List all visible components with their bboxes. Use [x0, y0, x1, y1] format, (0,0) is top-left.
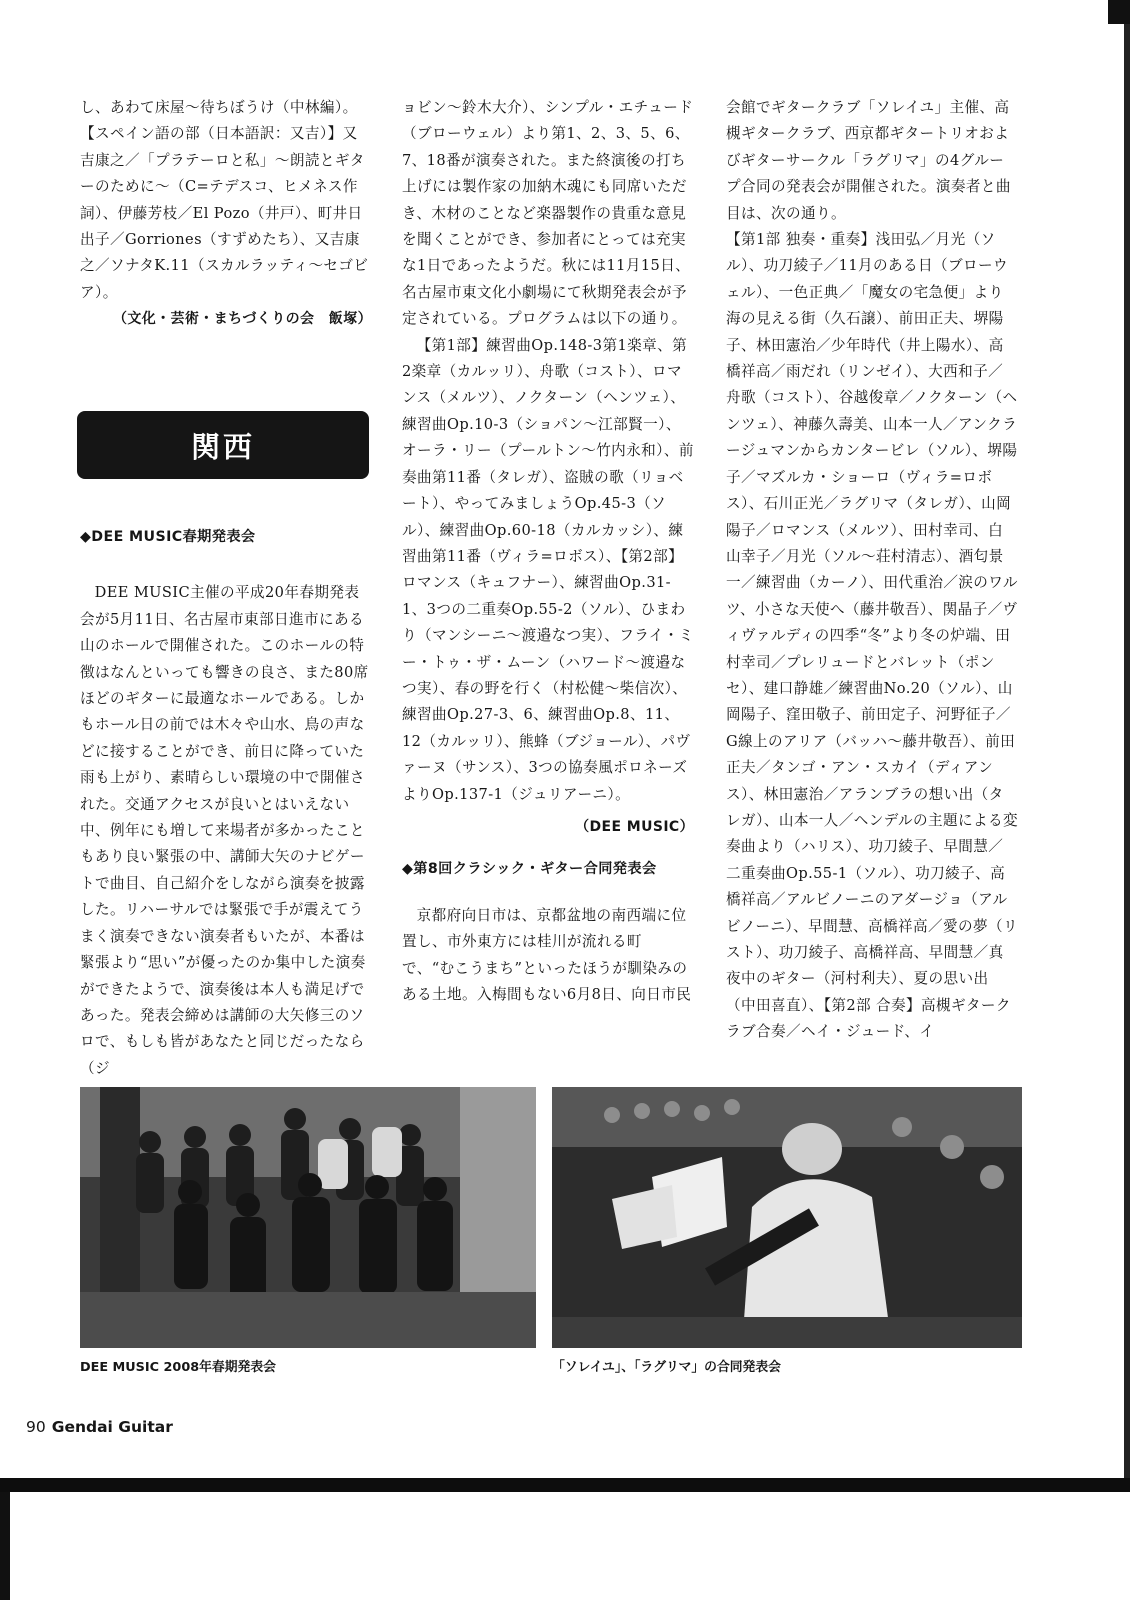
- article1-body: DEE MUSIC主催の平成20年春期発表会が5月11日、名古屋市東部日進市にある山のホールで開催された。このホールの特徴はなんといっても響きの良さ、また80席ほどのギターに最適なホールである。しかもホール日の前では木々や山水、鳥の声などに接することができ、前日に降っていた雨も上がり、素晴らしい環境の中で開催された。交通アクセスが良いとはいえない中、例年にも増して来場者が多かったこともあり良い緊張の中、講師大矢のナビゲートで曲目、自己紹介をしながら演奏を披露した。リハーサルでは緊張で手が震えてうまく演奏できない演奏者もいたが、本番は緊張より“思い”が優ったのか集中した演奏ができたようで、演奏後は本人も満足げであった。発表会締めは講師の大矢修三のソロで、もしも皆があなたと同じだったなら（ジ: [80, 584, 369, 1077]
- region-heading: 関西: [77, 411, 369, 479]
- article1-title: ◆DEE MUSIC春期発表会: [80, 529, 256, 545]
- page-number: 90: [26, 1418, 46, 1436]
- concert-photo-illustration: [552, 1087, 1022, 1348]
- col2-para2: 【第1部】練習曲Op.148-3第1楽章、第2楽章（カルッリ）、舟歌（コスト）、ロマンス（メルツ）、ノクターン（ヘンツェ）、練習曲Op.10-3（ショパン〜江部賢一）、オーラ・リー（プールトン〜竹内永和）、前奏曲第11番（タレガ）、盗賊の歌（リョベート）、やってみましょうOp.45-3（ソル）、練習曲Op.60-18（カルカッシ）、練習曲第11番（ヴィラ=ロボス）、【第2部】ロマンス（キュフナー）、練習曲Op.31-1、3つの二重奏Op.55-2（ソル）、ひまわり（マンシーニ〜渡邉なつ実）、フライ・ミー・トゥ・ザ・ムーン（ハワード〜渡邉なつ実）、春の野を行く（村松健〜柴信次）、練習曲Op.27-3、6、練習曲Op.8、11、12（カルッリ）、熊蜂（ブジョール）、パヴァーヌ（サンス）、3つの協奏風ポロネーズよりOp.137-1（ジュリアーニ）。: [402, 336, 694, 803]
- col1-intro: し、あわて床屋〜待ちぼうけ（中林編）。【スペイン語の部（日本語訳：又吉）】又吉康之／「プラテーロと私」〜朗読とギターのために〜（C=テデスコ、ヒメネス作詞）、伊藤芳枝／El Pozo（井戸）、町井日出子／Gorriones（すずめたち）、又吉康之／ソナタK.11（スカルラッティ〜セゴビア）。: [80, 99, 369, 301]
- scan-edge-top-right: [1108, 0, 1130, 24]
- photo1-caption: DEE MUSIC 2008年春期発表会: [80, 1360, 276, 1375]
- col2-para1: ョビン〜鈴木大介）、シンプル・エチュード（ブローウェル）より第1、2、3、5、6、7、18番が演奏された。また終演後の打ち上げには製作家の加納木魂にも同席いただき、木材のことなど楽器製作の貴重な意見を聞くことができ、参加者にとっては充実な1日であったようだ。秋には11月15日、名古屋市東文化小劇場にて秋期発表会が予定されている。プログラムは以下の通り。: [402, 99, 694, 328]
- col2-signature: （DEE MUSIC）: [575, 818, 694, 835]
- article1: [80, 524, 372, 1082]
- article2-body: 京都府向日市は、京都盆地の南西端に位置し、市外東方には桂川が流れる町で、“むこうまち”といったほうが馴染みのある土地。入梅間もない6月8日、向日市民: [402, 906, 692, 1003]
- col1-signature: （文化・芸術・まちづくりの会 飯塚）: [112, 311, 372, 328]
- scan-edge-right: [1124, 24, 1130, 1478]
- photo2-caption: 「ソレイユ」、「ラグリマ」の合同発表会: [552, 1360, 781, 1375]
- group-photo-illustration: [80, 1087, 536, 1348]
- photo-dee-music-group: [80, 1087, 536, 1348]
- column-2: [402, 95, 694, 1008]
- column-1: [80, 95, 372, 333]
- column-3: [726, 95, 1018, 1046]
- col3-para2: 【第1部 独奏・重奏】浅田弘／月光（ソル）、功刀綾子／11月のある日（ブローウェル）、一色正典／「魔女の宅急便」より海の見える街（久石譲）、前田正夫、堺陽子、林田憲治／少年時代（井上陽水）、高橋祥高／雨だれ（リンゼイ）、大西和子／舟歌（コスト）、谷越俊章／ノクターン（ヘンツェ）、神藤久壽美、山本一人／アンクラージュマンからカンタービレ（ソル）、堺陽子／マズルカ・ショーロ（ヴィラ=ロボス）、石川正光／ラグリマ（タレガ）、山岡陽子／ロマンス（メルツ）、田村幸司、白山幸子／月光（ソル〜荘村清志）、酒匂景一／練習曲（カーノ）、田代重治／涙のワルツ、小さな天使へ（藤井敬吾）、関晶子／ヴィヴァルディの四季“冬”より冬の炉端、田村幸司／プレリュードとバレット（ポンセ）、建口静雄／練習曲No.20（ソル）、山岡陽子、窪田敬子、前田定子、河野征子／G線上のアリア（バッハ〜藤井敬吾）、前田正夫／タンゴ・アン・スカイ（ディアンス）、林田憲治／アランブラの想い出（タレガ）、山本一人／ヘンデルの主題による変奏曲より（ハリス）、功刀綾子、早間慧／二重奏曲Op.55-1（ソル）、功刀綾子、高橋祥高／アルビノーニのアダージョ（アルビノーニ）、早間慧、高橋祥高／愛の夢（リスト）、功刀綾子、高橋祥高、早間慧／真夜中のギター（河村利夫）、夏の思い出（中田喜直）、【第2部 合奏】高槻ギタークラブ合奏／ヘイ・ジュード、イ: [726, 231, 1018, 1041]
- scan-band-bottom: [0, 1478, 1130, 1492]
- col3-para1: 会館でギタークラブ「ソレイユ」主催、高槻ギタークラブ、西京都ギタートリオおよびギターサークル「ラグリマ」の4グループ合同の発表会が開催された。演奏者と曲目は、次の通り。: [726, 99, 1011, 222]
- article2-title: ◆第8回クラシック・ギター合同発表会: [402, 861, 657, 878]
- photo-concert-performance: [552, 1087, 1022, 1348]
- scan-edge-left: [0, 1492, 10, 1600]
- magazine-brand: Gendai Guitar: [51, 1418, 173, 1436]
- page-footer: [26, 1418, 173, 1436]
